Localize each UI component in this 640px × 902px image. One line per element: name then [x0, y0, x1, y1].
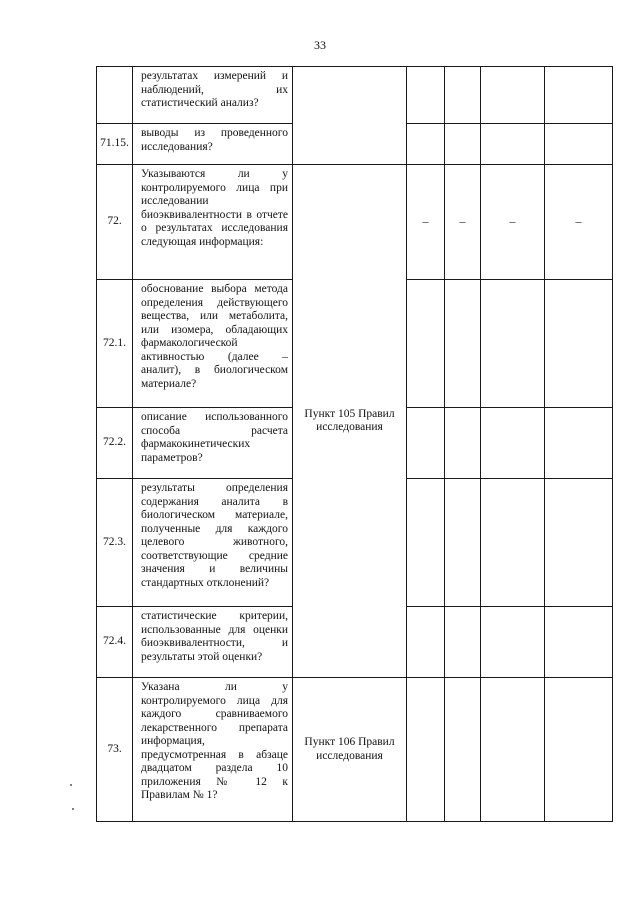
question-cell: Указываются ли у контролируемого лица при исследовании биоэквивалентности в отчете о результатах исследования следующая информация:	[133, 165, 293, 280]
row-number: 72.2.	[97, 408, 133, 479]
question-cell: Указана ли у контролируемого лица для каждого сравниваемого лекарственного препарата информация, предусмотренная в абзаце двадцатом раздела 10 приложения № 12 к Правилам № 1?	[133, 678, 293, 822]
dash-mark: –	[422, 213, 429, 228]
answer-cell-no	[445, 479, 481, 607]
answer-cell-not-applicable	[481, 124, 545, 165]
answer-cell-yes	[407, 607, 445, 678]
answer-cell-not-applicable	[481, 165, 545, 280]
answer-cell-no	[445, 124, 481, 165]
answer-cell-notes	[545, 678, 613, 822]
row-number: 71.15.	[97, 124, 133, 165]
question-cell: результаты определения содержания аналита в биологическом материале, полученные для каждого целевого животного, соответствующие средние значения и величины стандартных отклонений?	[133, 479, 293, 607]
answer-cell-notes	[545, 165, 613, 280]
answer-cell-not-applicable	[481, 607, 545, 678]
answer-cell-notes	[545, 67, 613, 124]
answer-cell-not-applicable	[481, 479, 545, 607]
dash-mark: –	[509, 213, 516, 228]
answer-cell-no	[445, 280, 481, 408]
answer-cell-not-applicable	[481, 67, 545, 124]
requirement-cell: Пункт 105 Правил исследования	[293, 165, 407, 678]
answer-cell-notes	[545, 408, 613, 479]
table-row	[97, 165, 613, 280]
answer-cell-not-applicable	[481, 408, 545, 479]
requirement-cell-empty	[293, 67, 407, 165]
table-row	[97, 678, 613, 822]
answer-cell-notes	[545, 479, 613, 607]
row-number: 72.3.	[97, 479, 133, 607]
answer-cell-notes	[545, 280, 613, 408]
question-cell: описание использованного способа расчета фармакокинетических параметров?	[133, 408, 293, 479]
row-number: 72.	[97, 165, 133, 280]
answer-cell-no	[445, 408, 481, 479]
answer-cell-not-applicable	[481, 678, 545, 822]
table-row	[97, 67, 613, 124]
answer-cell-yes	[407, 408, 445, 479]
answer-cell-yes	[407, 67, 445, 124]
answer-cell-no	[445, 67, 481, 124]
row-number	[97, 67, 133, 124]
answer-cell-not-applicable	[481, 280, 545, 408]
answer-cell-yes	[407, 678, 445, 822]
checklist-table	[96, 66, 613, 822]
answer-cell-notes	[545, 124, 613, 165]
scan-speck	[70, 784, 72, 786]
row-number: 72.4.	[97, 607, 133, 678]
page-number: 33	[314, 38, 326, 52]
answer-cell-yes	[407, 479, 445, 607]
question-cell: обоснование выбора метода определения действующего вещества, или метаболита, или изомера, обладающих фармакологической активностью (далее – аналит), в биологическом материале?	[133, 280, 293, 408]
answer-cell-yes	[407, 165, 445, 280]
dash-mark: –	[459, 213, 466, 228]
scan-speck	[72, 808, 74, 810]
answer-cell-yes	[407, 280, 445, 408]
question-cell: выводы из проведенного исследования?	[133, 124, 293, 165]
answer-cell-no	[445, 165, 481, 280]
row-number: 72.1.	[97, 280, 133, 408]
row-number: 73.	[97, 678, 133, 822]
answer-cell-notes	[545, 607, 613, 678]
requirement-cell: Пункт 106 Правил исследования	[293, 678, 407, 822]
question-cell: статистические критерии, использованные для оценки биоэквивалентности, и результаты этой оценки?	[133, 607, 293, 678]
answer-cell-yes	[407, 124, 445, 165]
answer-cell-no	[445, 607, 481, 678]
dash-mark: –	[575, 213, 582, 228]
question-cell: результатах измерений и наблюдений, их статистический анализ?	[133, 67, 293, 124]
answer-cell-no	[445, 678, 481, 822]
